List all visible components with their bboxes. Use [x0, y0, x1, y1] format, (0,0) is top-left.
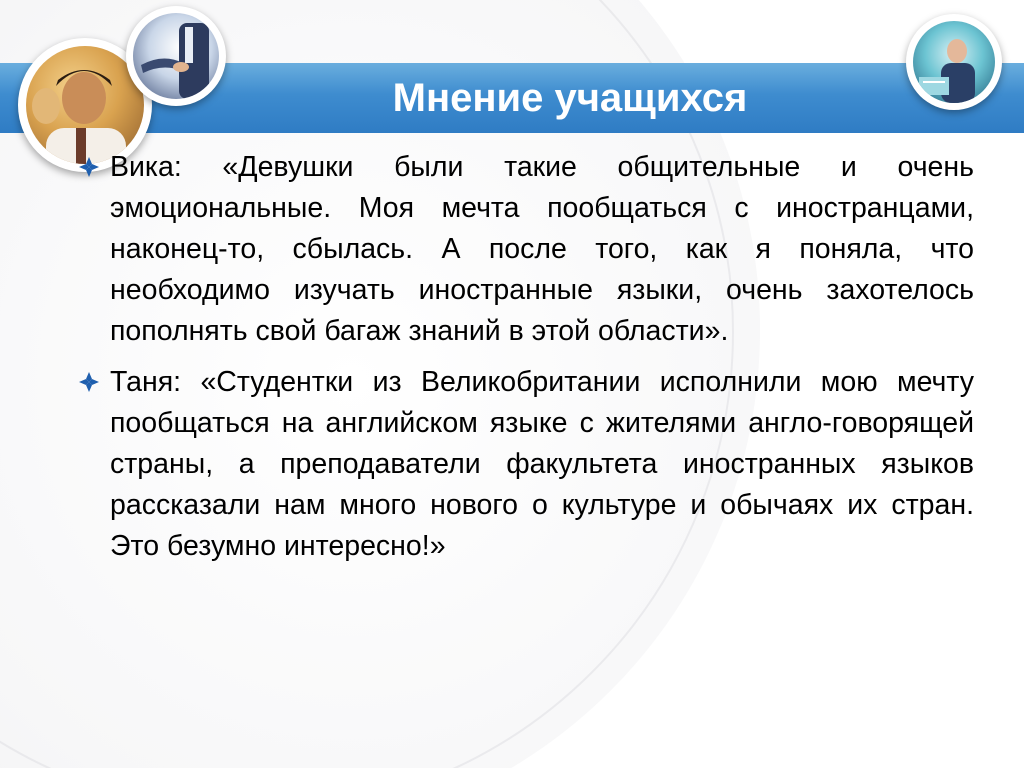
handshake-image — [133, 13, 219, 99]
handshake-illustration — [133, 13, 219, 99]
business-man-image — [913, 21, 995, 103]
bullet-list — [78, 147, 974, 577]
list-item — [78, 147, 974, 352]
list-item — [78, 362, 974, 567]
handshake-photo-circle — [126, 6, 226, 106]
diamond-bullet-icon — [78, 156, 100, 178]
business-photo-circle — [906, 14, 1002, 110]
diamond-bullet-icon — [78, 371, 100, 393]
business-man-illustration — [913, 21, 995, 103]
quote-text: Вика: «Девушки были такие общительные и очень эмоциональные. Моя мечта пообщаться с иностранцами, наконец-то, сбылась. А после того, как я поняла, что необходимо изучать иностранные языки, очень захотелось пополнять свой багаж знаний в этой области». — [110, 151, 974, 347]
slide-title: Мнение учащихся — [392, 76, 748, 120]
quote-text: Таня: «Студентки из Великобритании исполнили мою мечту пообщаться на английском языке с жителями англо-говорящей страны, а преподаватели факультета иностранных языков рассказали нам много нового о культуре и обычаях их стран. Это безумно интересно!» — [110, 366, 974, 562]
